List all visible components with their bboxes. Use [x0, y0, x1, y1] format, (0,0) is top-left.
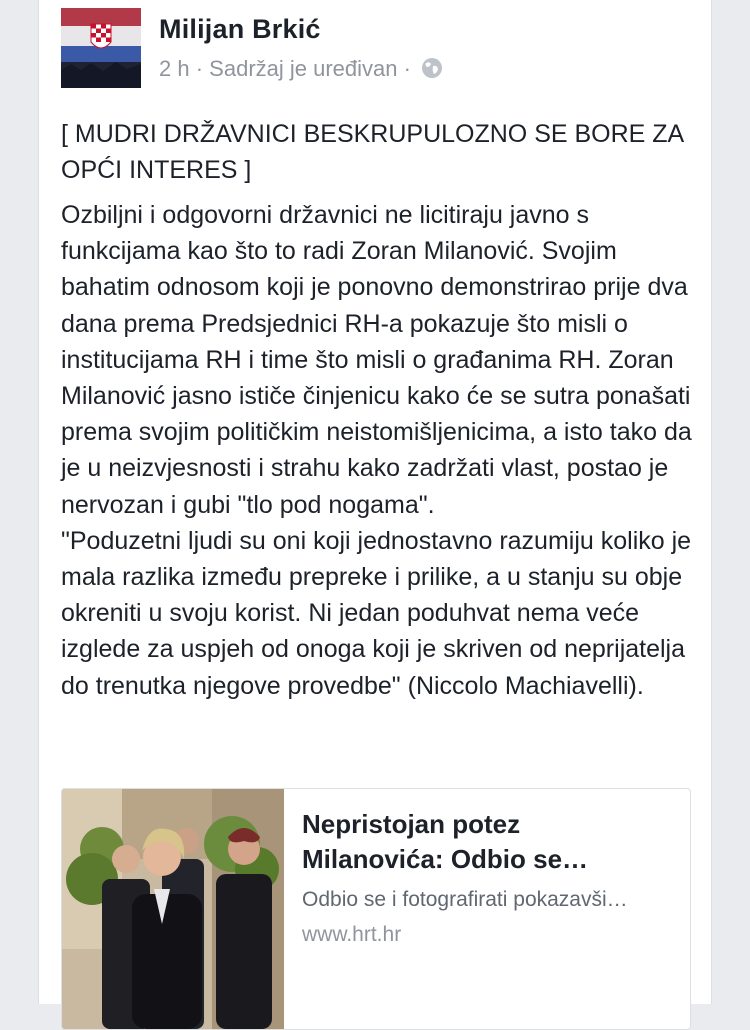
link-preview-card[interactable] [61, 788, 691, 1030]
author-name[interactable]: Milijan Brkić [159, 14, 321, 44]
croatian-flag-avatar-image [61, 8, 141, 88]
link-preview-text[interactable] [302, 807, 682, 947]
edited-label[interactable]: Sadržaj je uređivan [209, 56, 398, 81]
link-preview-image[interactable] [62, 789, 284, 1029]
post-paragraph: Ozbiljni i odgovorni državnici ne licitiraju javno s funkcijama kao što to radi Zoran Milanović. Svojim bahatim odnosom koji je ponovno demonstrirao prije dva dana prema Predsjednici RH-a pokazuje što misli o institucijama RH i time što misli o građanima RH. Zoran Milanović jasno ističe činjenicu kako će se sutra ponašati prema svojim političkim neistomišljenicima, a isto tako da je u neizvjesnosti i strahu kako zadržati vlast, postao je nervozan i gubi "tlo pod nogama". [61, 201, 692, 519]
link-preview-title[interactable] [302, 807, 682, 877]
meta-separator: · [403, 56, 411, 81]
post-paragraph: "Poduzetni ljudi su oni koji jednostavno razumiju koliko je mala razlika između prepreke i prilike, a u stanju su obje okreniti u svoju korist. Ni jedan poduhvat nema veće izglede za uspjeh od onoga koji je skriven od neprijatelja do trenutka njegove provedbe" (Niccolo Machiavelli). [61, 526, 692, 700]
post-meta [159, 56, 443, 85]
post-body [61, 197, 701, 704]
link-preview-url: www.hrt.hr [302, 923, 402, 946]
post-card [38, 0, 712, 1004]
globe-icon[interactable] [421, 57, 443, 85]
post-time[interactable]: 2 h [159, 56, 190, 81]
link-preview-title-line: Milanovića: Odbio se… [302, 844, 589, 874]
link-preview-description: Odbio se i fotografirati pokazavši… [302, 888, 628, 911]
post-title: [ MUDRI DRŽAVNICI BESKRUPULOZNO SE BORE ZA OPĆI INTERES ] [61, 120, 683, 184]
link-preview-title-line: Nepristojan potez [302, 809, 521, 839]
avatar[interactable] [61, 8, 141, 88]
meta-separator: · [195, 56, 204, 81]
